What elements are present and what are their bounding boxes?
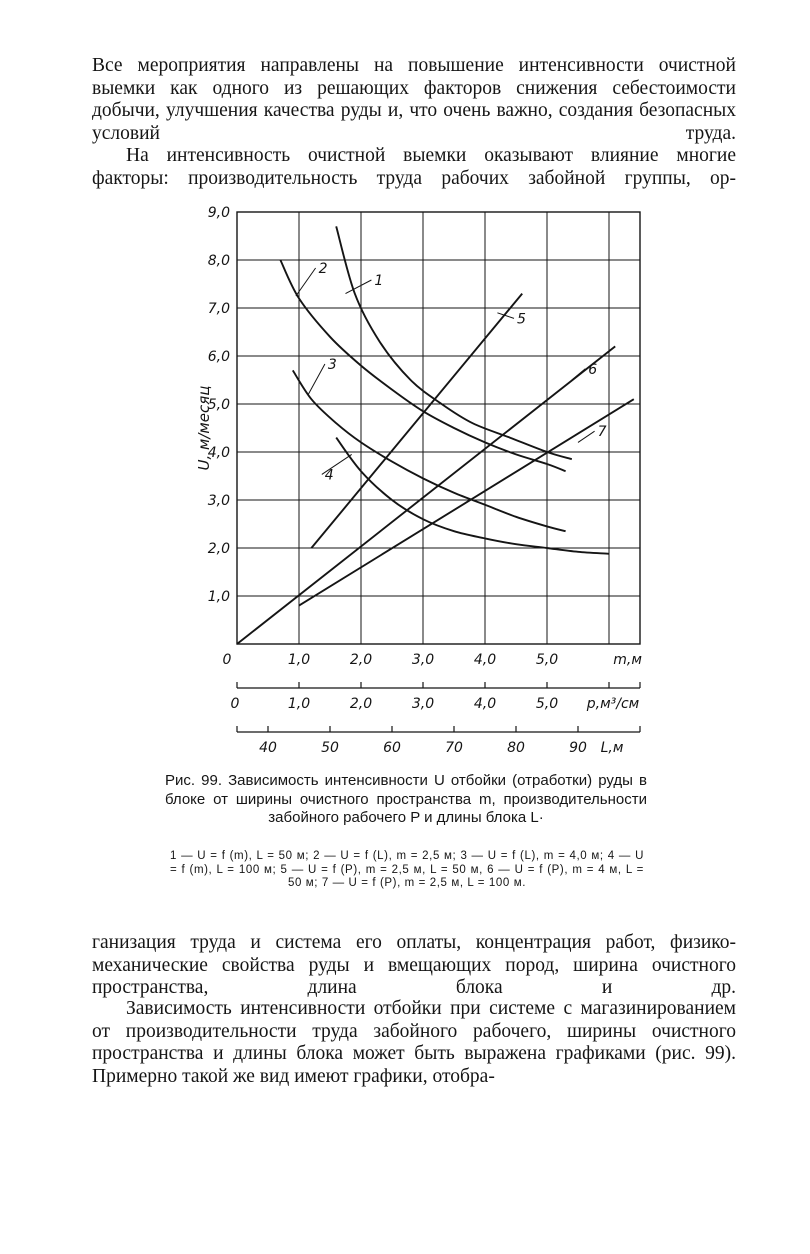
chart-curve-labels xyxy=(296,261,607,483)
x-axis-label-l: L,м xyxy=(600,740,624,756)
chart-extra-axes xyxy=(231,682,640,756)
figure-99-chart xyxy=(0,190,810,770)
x-tick-p: 0 xyxy=(230,696,240,712)
x-tick-l: 40 xyxy=(259,740,277,756)
y-tick-label: 5,0 xyxy=(207,397,230,413)
figure-legend: 1 — U = f (m), L = 50 м; 2 — U = f (L), m = 2,5 м; 3 — U = f (L), m = 4,0 м; 4 — U = f (m), L = 100 м; 5 — U = f (P), m = 2,5 м, L = 50 м, 6 — U = f (P), m = 4 м, L = 50 м; 7 — U = f (P), m = 2,5 м, L = 100 м. xyxy=(170,850,644,890)
curve-label-5: 5 xyxy=(517,311,526,328)
curve-label-7: 7 xyxy=(597,424,607,441)
x-tick-l: 70 xyxy=(445,740,463,756)
x-tick-m: 2,0 xyxy=(349,652,373,668)
y-tick-label: 3,0 xyxy=(207,493,230,509)
paragraph-1: Все мероприятия направлены на повышение интенсивности очистной выемки как одного из решающих факторов снижения себестоимости добычи, улучшения качества руды и, что очень важно, создания безопасных условий труда. xyxy=(92,55,736,144)
x-tick-l: 90 xyxy=(569,740,587,756)
x-tick-m: 0 xyxy=(222,652,232,668)
x-tick-m: 1,0 xyxy=(287,652,311,668)
x-tick-m: 5,0 xyxy=(535,652,559,668)
chart-tick-labels xyxy=(208,205,643,668)
y-tick-label: 9,0 xyxy=(207,205,230,221)
plot-frame xyxy=(237,212,640,644)
curve-6 xyxy=(237,346,615,644)
x-tick-l: 80 xyxy=(507,740,525,756)
curve-4 xyxy=(336,438,609,554)
y-tick-label: 6,0 xyxy=(207,349,230,365)
curve-label-4: 4 xyxy=(324,467,334,484)
x-tick-l: 50 xyxy=(321,740,339,756)
x-tick-l: 60 xyxy=(383,740,401,756)
x-tick-m: 3,0 xyxy=(411,652,435,668)
y-axis-label: U, м/месяц xyxy=(195,385,213,471)
y-tick-label: 2,0 xyxy=(207,541,230,557)
chart-curves xyxy=(237,226,634,644)
y-tick-label: 4,0 xyxy=(207,445,230,461)
x-tick-p: 1,0 xyxy=(287,696,311,712)
paragraph-3: ганизация труда и система его оплаты, концентрация работ, физико-механические свойства руды и вмещающих пород, ширина очистного пространства, длина блока и др. xyxy=(92,932,736,999)
x-tick-p: 3,0 xyxy=(411,696,435,712)
x-tick-p: 4,0 xyxy=(473,696,497,712)
curve-label-6: 6 xyxy=(588,361,598,378)
paragraph-2: На интенсивность очистной выемки оказывают влияние многие факторы: производительность труда рабочих забойной группы, ор- xyxy=(92,145,736,189)
x-tick-p: 2,0 xyxy=(349,696,373,712)
figure-caption: Рис. 99. Зависимость интенсивности U отбойки (отработки) руды в блоке от ширины очистного пространства m, производительности забойного рабочего P и длины блока L· xyxy=(165,772,647,826)
x-tick-p: 5,0 xyxy=(535,696,559,712)
y-tick-label: 1,0 xyxy=(207,589,230,605)
curve-1 xyxy=(336,226,572,459)
x-axis-label-p: p,м³/см xyxy=(586,696,640,712)
curve-label-3: 3 xyxy=(327,357,337,373)
curve-label-leader xyxy=(346,280,372,294)
curve-label-leader xyxy=(572,369,586,380)
curve-5 xyxy=(311,294,522,548)
y-tick-label: 8,0 xyxy=(207,253,230,269)
paragraph-4: Зависимость интенсивности отбойки при системе с магазинированием от производительности труда забойного рабочего, ширины очистного пространства и длины блока может быть выражена графиками (рис. 99). Примерно такой же вид имеют графики, отобра- xyxy=(92,998,736,1087)
curve-label-leader xyxy=(308,364,325,394)
x-tick-m: 4,0 xyxy=(473,652,497,668)
curve-label-1: 1 xyxy=(374,273,384,289)
curve-label-2: 2 xyxy=(318,261,328,277)
y-tick-label: 7,0 xyxy=(207,301,230,317)
chart-grid xyxy=(237,212,640,644)
x-axis-label-m: m,м xyxy=(613,652,642,668)
